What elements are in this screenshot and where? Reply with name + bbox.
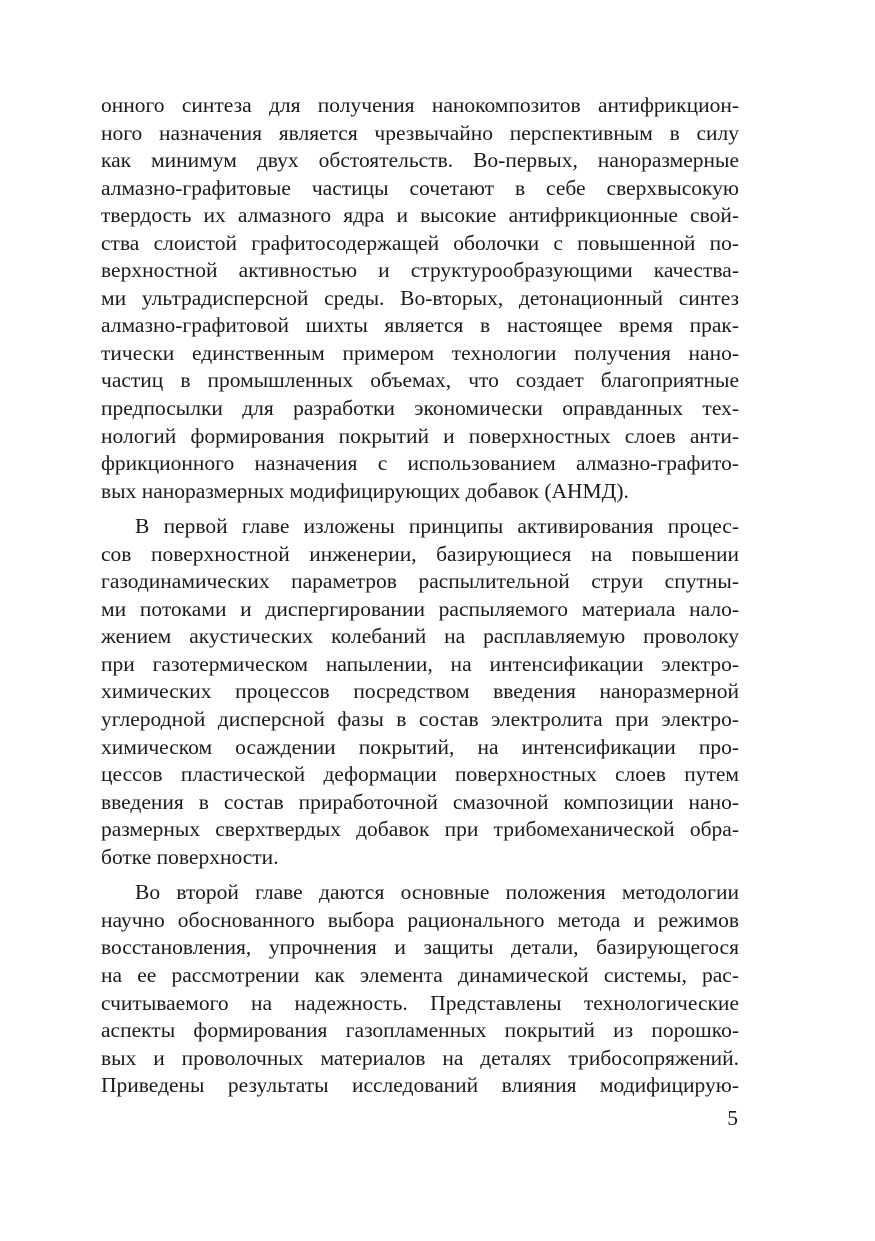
text-line: твердость их алмазного ядра и высокие антифрикционные свой-	[101, 203, 739, 228]
text-line: алмазно-графитовой шихты является в настоящее время прак-	[101, 313, 739, 338]
text-line: вых и проволочных материалов на деталях трибосопряжений.	[101, 1045, 739, 1070]
text-line: предпосылки для разработки экономически оправданных тех-	[101, 396, 739, 421]
text-line: газодинамических параметров распылительной струи спутны-	[101, 569, 739, 594]
text-line: ми ультрадисперсной среды. Во-вторых, детонационный синтез	[101, 285, 739, 310]
text-line: Приведены результаты исследований влияния модифицирую-	[101, 1073, 739, 1098]
text-line: верхностной активностью и структурообразующими качества-	[101, 258, 739, 283]
text-line: аспекты формирования газопламенных покрытий из порошко-	[101, 1018, 739, 1043]
text-line: восстановления, упрочнения и защиты детали, базирующегося	[101, 935, 739, 960]
text-line: размерных сверхтвердых добавок при трибомеханической обра-	[101, 817, 739, 842]
text-line: ми потоками и диспергировании распыляемого материала нало-	[101, 596, 739, 621]
text-line: онного синтеза для получения нанокомпозитов антифрикцион-	[101, 93, 739, 117]
text-line: нологий формирования покрытий и поверхностных слоев анти-	[101, 423, 739, 448]
text-line: Во второй главе даются основные положения методологии	[135, 880, 739, 905]
paragraph-3	[101, 879, 739, 1099]
text-line: как минимум двух обстоятельств. Во-первых, наноразмерные	[101, 148, 739, 173]
text-line: сов поверхностной инженерии, базирующиеся на повышении	[101, 541, 739, 566]
paragraph-1	[101, 92, 739, 505]
text-line: считываемого на надежность. Представлены технологические	[101, 990, 739, 1015]
text-line: жением акустических колебаний на расплавляемую проволоку	[101, 624, 739, 649]
page-body	[101, 92, 739, 1100]
paragraph-spacer	[101, 505, 739, 513]
page-number: 5	[727, 1106, 738, 1130]
text-line: научно обоснованного выбора рационального метода и режимов	[101, 907, 739, 932]
text-line: цессов пластической деформации поверхностных слоев путем	[101, 762, 739, 787]
text-line: ботке поверхности.	[101, 844, 279, 869]
text-line: химических процессов посредством введения наноразмерной	[101, 679, 739, 704]
text-line: при газотермическом напылении, на интенсификации электро-	[101, 651, 739, 676]
text-line: на ее рассмотрении как элемента динамической системы, рас-	[101, 962, 739, 987]
text-line: вых наноразмерных модифицирующих добавок (АНМД).	[101, 478, 629, 503]
text-line: ного назначения является чрезвычайно перспективным в силу	[101, 120, 739, 145]
text-line: химическом осаждении покрытий, на интенсификации про-	[101, 734, 739, 759]
text-line: алмазно-графитовые частицы сочетают в себе сверхвысокую	[101, 175, 739, 200]
text-line: тически единственным примером технологии получения нано-	[101, 340, 739, 365]
text-line: введения в состав приработочной смазочной композиции нано-	[101, 789, 739, 814]
text-line: ства слоистой графитосодержащей оболочки с повышенной по-	[101, 230, 739, 255]
paragraph-2	[101, 513, 739, 871]
text-line: частиц в промышленных объемах, что создает благоприятные	[101, 368, 739, 393]
text-line: В первой главе изложены принципы активирования процес-	[135, 514, 739, 539]
paragraph-spacer	[101, 871, 739, 879]
text-line: фрикционного назначения с использованием алмазно-графито-	[101, 451, 739, 476]
text-line: углеродной дисперсной фазы в состав электролита при электро-	[101, 707, 739, 732]
